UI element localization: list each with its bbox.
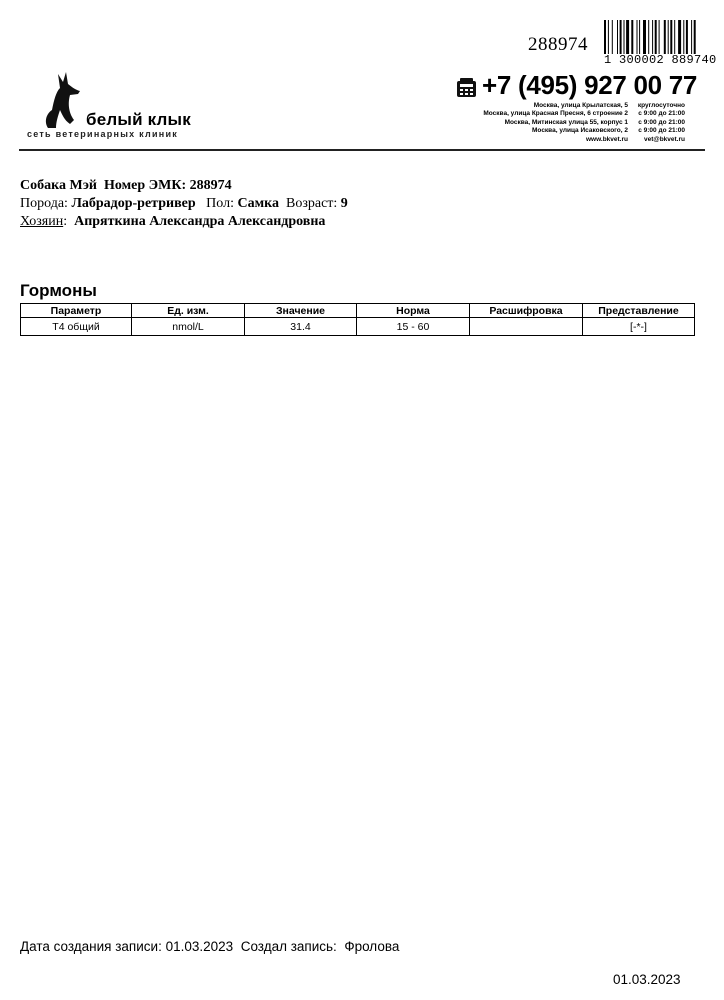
animal-name: Собака Мэй	[20, 178, 97, 193]
table-body	[21, 318, 695, 336]
brand-name: белый клык	[86, 110, 191, 129]
results-table	[20, 303, 695, 336]
address-row	[400, 102, 685, 110]
address-hours: с 9:00 до 21:00	[638, 110, 685, 118]
address-text: Москва, улица Красная Пресня, 6 строение 2	[483, 110, 628, 118]
column-header: Значение	[245, 304, 357, 318]
address-hours: с 9:00 до 21:00	[638, 127, 685, 135]
patient-line-3: Хозяин: Апряткина Александра Александровна	[20, 214, 326, 229]
owner-label: Хозяин	[20, 214, 64, 229]
column-header: Ед. изм.	[132, 304, 245, 318]
print-date: 01.03.2023	[613, 972, 681, 987]
table-cell: [-*-]	[583, 318, 695, 336]
clinic-addresses	[400, 102, 685, 144]
clinic-phone: +7 (495) 927 00 77	[482, 70, 698, 100]
record-created-info	[20, 939, 399, 954]
author-name: Фролова	[344, 939, 400, 954]
breed-label: Порода:	[20, 196, 68, 211]
address-hours: круглосуточно	[637, 102, 685, 109]
address-row	[400, 136, 685, 144]
table-cell: 15 - 60	[357, 318, 470, 336]
owner-name: Апряткина Александра Александровна	[74, 214, 326, 229]
table-cell: 31.4	[245, 318, 357, 336]
phone-icon	[456, 78, 477, 98]
sex-label: Пол:	[206, 196, 234, 211]
address-hours: с 9:00 до 21:00	[638, 118, 685, 126]
emk-number: 288974	[189, 178, 232, 193]
address-row	[400, 127, 685, 135]
table-cell: Т4 общий	[21, 318, 132, 336]
brand-tagline: сеть ветеринарных клиник	[27, 129, 178, 139]
sex-value: Самка	[237, 196, 279, 211]
section-title: Гормоны	[20, 281, 97, 300]
address-text: Москва, улица Исаковского, 2	[532, 127, 628, 135]
created-label: Дата создания записи:	[20, 939, 162, 954]
address-row	[400, 119, 685, 127]
header-divider	[19, 149, 705, 151]
address-text: Москва, улица Крылатская, 5	[533, 102, 628, 109]
column-header: Норма	[357, 304, 470, 318]
table-cell	[470, 318, 583, 336]
table-row	[21, 318, 695, 336]
author-label: Создал запись:	[240, 939, 337, 954]
dog-logo-icon	[40, 70, 85, 130]
table-header-row	[21, 304, 695, 318]
created-date: 01.03.2023	[165, 939, 234, 954]
table-cell: nmol/L	[132, 318, 245, 336]
column-header: Расшифровка	[470, 304, 583, 318]
address-hours: vet@bkvet.ru	[643, 135, 685, 143]
age-label: Возраст:	[285, 196, 338, 211]
column-header: Представление	[583, 304, 695, 318]
patient-line-2	[20, 196, 348, 212]
patient-line-1	[20, 178, 232, 194]
record-number: 288974	[528, 34, 588, 55]
address-text: www.bkvet.ru	[585, 135, 628, 143]
address-text: Москва, Митинская улица 55, корпус 1	[504, 118, 628, 126]
address-row	[400, 110, 685, 118]
emk-label: Номер ЭМК:	[103, 178, 187, 193]
barcode-number: 1 300002 889740	[604, 53, 717, 67]
age-value: 9	[340, 196, 348, 211]
column-header: Параметр	[21, 304, 132, 318]
breed-value: Лабрадор-ретривер	[71, 196, 196, 211]
